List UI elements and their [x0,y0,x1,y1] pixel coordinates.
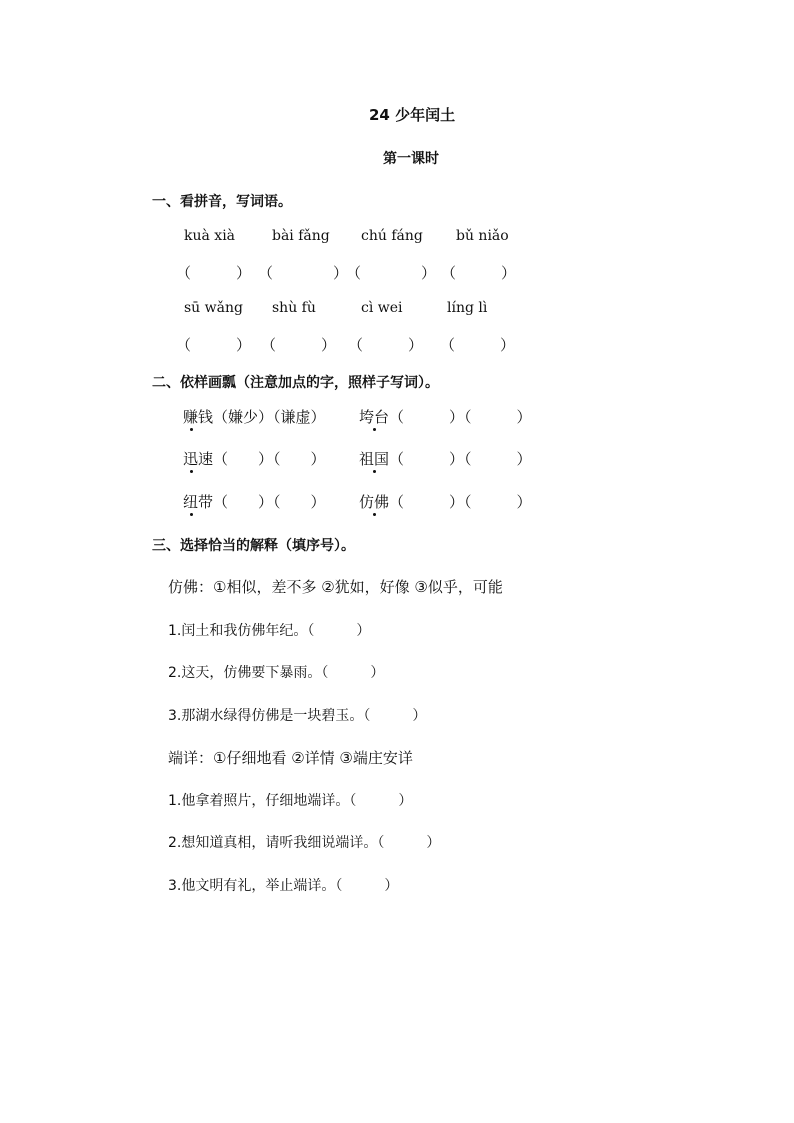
definition-fangfu: 仿佛：①相似，差不多 ②犹如，好像 ③似乎，可能 [168,578,503,596]
question-duanxiang-2[interactable]: 2.想知道真相，请听我细说端详。（ ） [168,835,441,851]
question-fangfu-3[interactable]: 3.那湖水绿得仿佛是一块碧玉。（ ） [168,708,427,724]
page-title: 24 少年闰土 [369,106,456,124]
page-subtitle: 第一课时 [383,151,439,167]
question-duanxiang-1[interactable]: 1.他拿着照片，仔细地端详。（ ） [168,793,413,809]
pinyin-7: cì wei [361,300,403,316]
section-2-heading: 二、依样画瓢（注意加点的字，照样子写词）。 [152,375,439,391]
pattern-row-2-left[interactable]: 迅速（ ）（ ） [183,450,326,468]
pinyin-4: bǔ niǎo [456,228,509,244]
pattern-row-3-left[interactable]: 纽带（ ）（ ） [183,493,326,511]
answer-blank-2[interactable]: （ ） [258,264,349,282]
pinyin-2: bài fǎng [272,228,330,244]
emphasis-dot [190,428,193,431]
answer-blank-6[interactable]: （ ） [261,336,337,354]
question-duanxiang-3[interactable]: 3.他文明有礼，举止端详。（ ） [168,878,399,894]
answer-blank-8[interactable]: （ ） [440,336,516,354]
emphasis-dot [190,470,193,473]
question-fangfu-2[interactable]: 2.这天，仿佛要下暴雨。（ ） [168,665,385,681]
pattern-row-3-right[interactable]: 仿佛（ ）（ ） [359,493,532,511]
pinyin-8: líng lì [447,300,488,316]
emphasis-dot [373,513,376,516]
question-fangfu-1[interactable]: 1.闰土和我仿佛年纪。（ ） [168,623,371,639]
pattern-row-1-right[interactable]: 垮台（ ）（ ） [359,408,532,426]
pinyin-3: chú fáng [361,228,423,244]
pattern-row-1-left: 赚钱（嫌少）（谦虚） [183,408,326,426]
answer-blank-5[interactable]: （ ） [176,336,252,354]
answer-blank-4[interactable]: （ ） [441,264,517,282]
answer-blank-3[interactable]: （ ） [346,264,437,282]
emphasis-dot [373,470,376,473]
emphasis-dot [190,513,193,516]
section-1-heading: 一、看拼音，写词语。 [152,194,292,210]
pinyin-1: kuà xià [184,228,236,244]
emphasis-dot [373,428,376,431]
pattern-row-2-right[interactable]: 祖国（ ）（ ） [359,450,532,468]
definition-duanxiang: 端详：①仔细地看 ②详情 ③端庄安详 [168,749,413,767]
answer-blank-1[interactable]: （ ） [176,264,252,282]
pinyin-5: sū wǎng [184,300,243,316]
section-3-heading: 三、选择恰当的解释（填序号）。 [152,538,355,554]
answer-blank-7[interactable]: （ ） [348,336,424,354]
pinyin-6: shù fù [272,300,316,316]
